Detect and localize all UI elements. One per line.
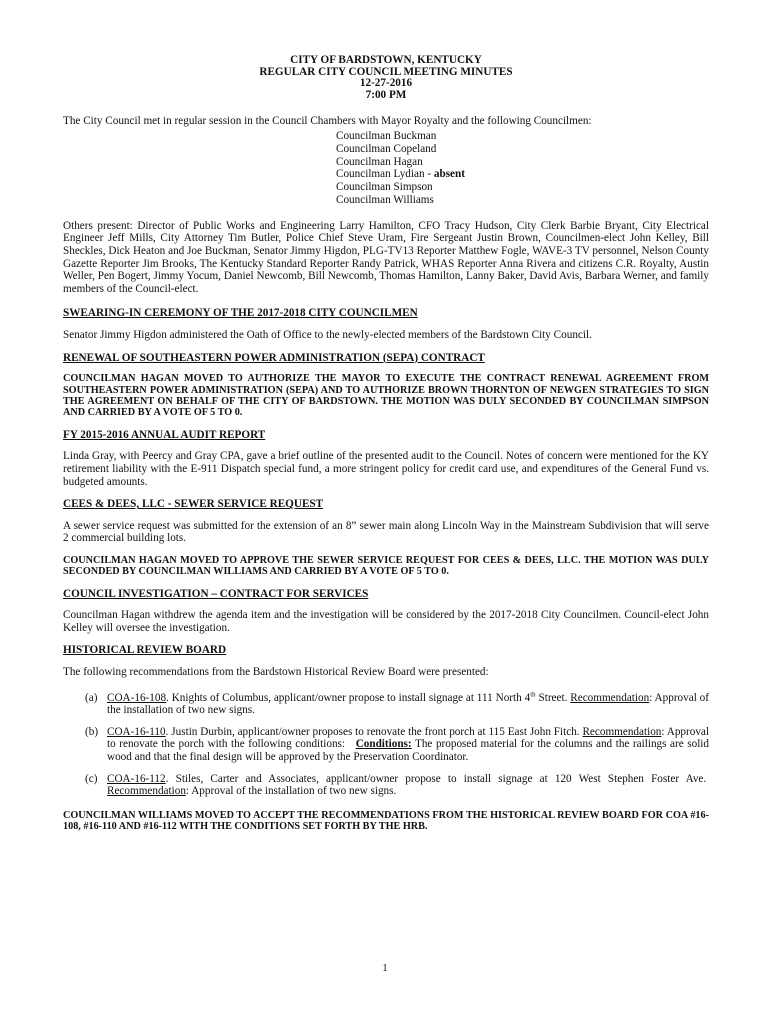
item-text: . Knights of Columbus, applicant/owner propose to install signage at 111 North 4 [166,691,531,704]
minutes-title: REGULAR CITY COUNCIL MEETING MINUTES [259,65,513,78]
councilman-name: Councilman Lydian - [336,168,432,181]
councilman-item: Councilman Williams [336,193,434,206]
document-page [63,55,709,833]
meeting-time: 7:00 PM [365,88,407,101]
item-label: (b) [85,725,99,738]
recommendation-text: : Approval to renovate the porch with the following conditions: [107,725,709,751]
swearing-body: Senator Jimmy Higdon administered the Oath of Office to the newly-elected members of the Bardstown City Council. [63,328,592,341]
investigation-body: Councilman Hagan withdrew the agenda item and the investigation will be considered by the 2017-2018 City Councilmen. Council-elect John Kelley will oversee the investigation. [63,609,709,634]
section-heading-historical: HISTORICAL REVIEW BOARD [63,644,227,657]
page-number: 1 [382,962,388,974]
section-heading-audit: FY 2015-2016 ANNUAL AUDIT REPORT [63,428,266,441]
section-heading-swearing: SWEARING-IN CEREMONY OF THE 2017-2018 CITY COUNCILMEN [63,307,418,320]
recommendation-label: Recommendation [582,725,662,738]
recommendation-text: : Approval of the installation of two new signs. [107,691,709,717]
section-heading-investigation: COUNCIL INVESTIGATION – CONTRACT FOR SERVICES [63,587,369,600]
councilman-item: Councilman Hagan [336,155,423,168]
audit-body: Linda Gray, with Peercy and Gray CPA, gave a brief outline of the presented audit to the Council. Notes of concern were mentioned for the KY retirement liability with the E-911 Dispatch special fund, a more stringent policy for credit card use, and expenditures of the General Fund vs. budgeted amounts. [63,450,709,488]
coa-code: COA-16-108 [107,691,167,704]
document-header [63,55,709,101]
item-label: (a) [85,691,98,704]
recommendation-item [63,726,709,764]
coa-code: COA-16-112 [107,772,166,785]
councilman-item: Councilman Simpson [336,181,433,194]
section-heading-sewer: CEES & DEES, LLC - SEWER SERVICE REQUEST [63,498,324,511]
meeting-date: 12-27-2016 [359,77,413,90]
coa-code: COA-16-110 [107,725,166,738]
councilman-item-absent [336,168,709,181]
item-text-after: Street. [535,691,568,704]
recommendation-text: : Approval of the installation of two new signs. [185,785,397,798]
conditions-label: Conditions: [355,738,412,751]
councilman-item: Councilman Copeland [336,142,437,155]
intro-paragraph: The City Council met in regular session in the Council Chambers with Mayor Royalty and the following Councilmen: [63,115,592,128]
item-text: . Justin Durbin, applicant/owner proposes to renovate the front porch at 115 East John Fitch. [165,725,580,738]
others-present-paragraph: Others present: Director of Public Works and Engineering Larry Hamilton, CFO Tracy Hudson, City Clerk Barbie Bryant, City Electrical Engineer Jeff Mills, City Attorney Tim Butler, Police Chief Steve Uram, Fire Sergeant Justin Brown, Councilmen-elect John Kelley, Bill Sheckles, Dick Heaton and Joe Buckman, Senator Jimmy Higdon, PLG-TV13 Reporter Matthew Fogle, WAVE-3 TV personnel, Nelson County Gazette Reporter Jim Brooks, The Kentucky Standard Reporter Randy Patrick, WHAS Reporter Anna Rivera and citizens C.R. Royalty, Austin Weller, Pen Bogert, Jimmy Yocum, Daniel Newcomb, Bill Newcomb, Thomas Hamilton, Lanny Baker, David Avis, Barbara Werner, and family members of the Council-elect. [63,219,709,295]
sewer-motion: COUNCILMAN HAGAN MOVED TO APPROVE THE SEWER SERVICE REQUEST FOR CEES & DEES, LLC. THE MOTION WAS DULY SECONDED BY COUNCILMAN WILLIAMS AND CARRIED BY A VOTE OF 5 TO 0. [63,554,709,578]
sepa-motion: COUNCILMAN HAGAN MOVED TO AUTHORIZE THE MAYOR TO EXECUTE THE CONTRACT RENEWAL AGREEMENT FROM SOUTHEASTERN POWER ADMINISTRATION (SEPA) AND TO AUTHORIZE BROWN THORNTON OF NEWGEN STRATEGIES TO SIGN THE AGREEMENT ON BEHALF OF THE CITY OF BARDSTOWN. THE MOTION WAS DULY SECONDED BY COUNCILMAN SIMPSON AND CARRIED BY A VOTE OF 5 TO 0. [63,373,709,419]
ordinal-suffix: th [530,689,536,698]
recommendation-item [63,689,709,717]
recommendation-item [63,773,709,798]
absent-label: absent [433,168,465,181]
city-title: CITY OF BARDSTOWN, KENTUCKY [290,54,482,66]
sewer-body: A sewer service request was submitted for the extension of an 8” sewer main along Lincoln Way in the Mainstream Subdivision that will serve 2 commercial building lots. [63,519,709,545]
councilman-item: Councilman Buckman [336,129,437,142]
item-text: . Stiles, Carter and Associates, applicant/owner propose to install signage at 120 West Stephen Foster Ave. [165,772,707,785]
historical-intro: The following recommendations from the Bardstown Historical Review Board were presented: [63,666,489,679]
section-heading-sepa: RENEWAL OF SOUTHEASTERN POWER ADMINISTRATION (SEPA) CONTRACT [63,351,485,364]
item-label: (c) [85,772,98,785]
recommendation-label: Recommendation [570,691,650,704]
recommendation-label: Recommendation [107,785,186,798]
councilmen-list [336,130,709,207]
conditions-text: The proposed material for the columns and the railings are solid wood and that the final design will be approved by the Preservation Coordinator. [107,738,710,764]
historical-motion: COUNCILMAN WILLIAMS MOVED TO ACCEPT THE RECOMMENDATIONS FROM THE HISTORICAL REVIEW BOARD FOR COA #16-108, #16-110 AND #16-112 WITH THE CONDITIONS SET FORTH BY THE HRB. [63,809,709,833]
